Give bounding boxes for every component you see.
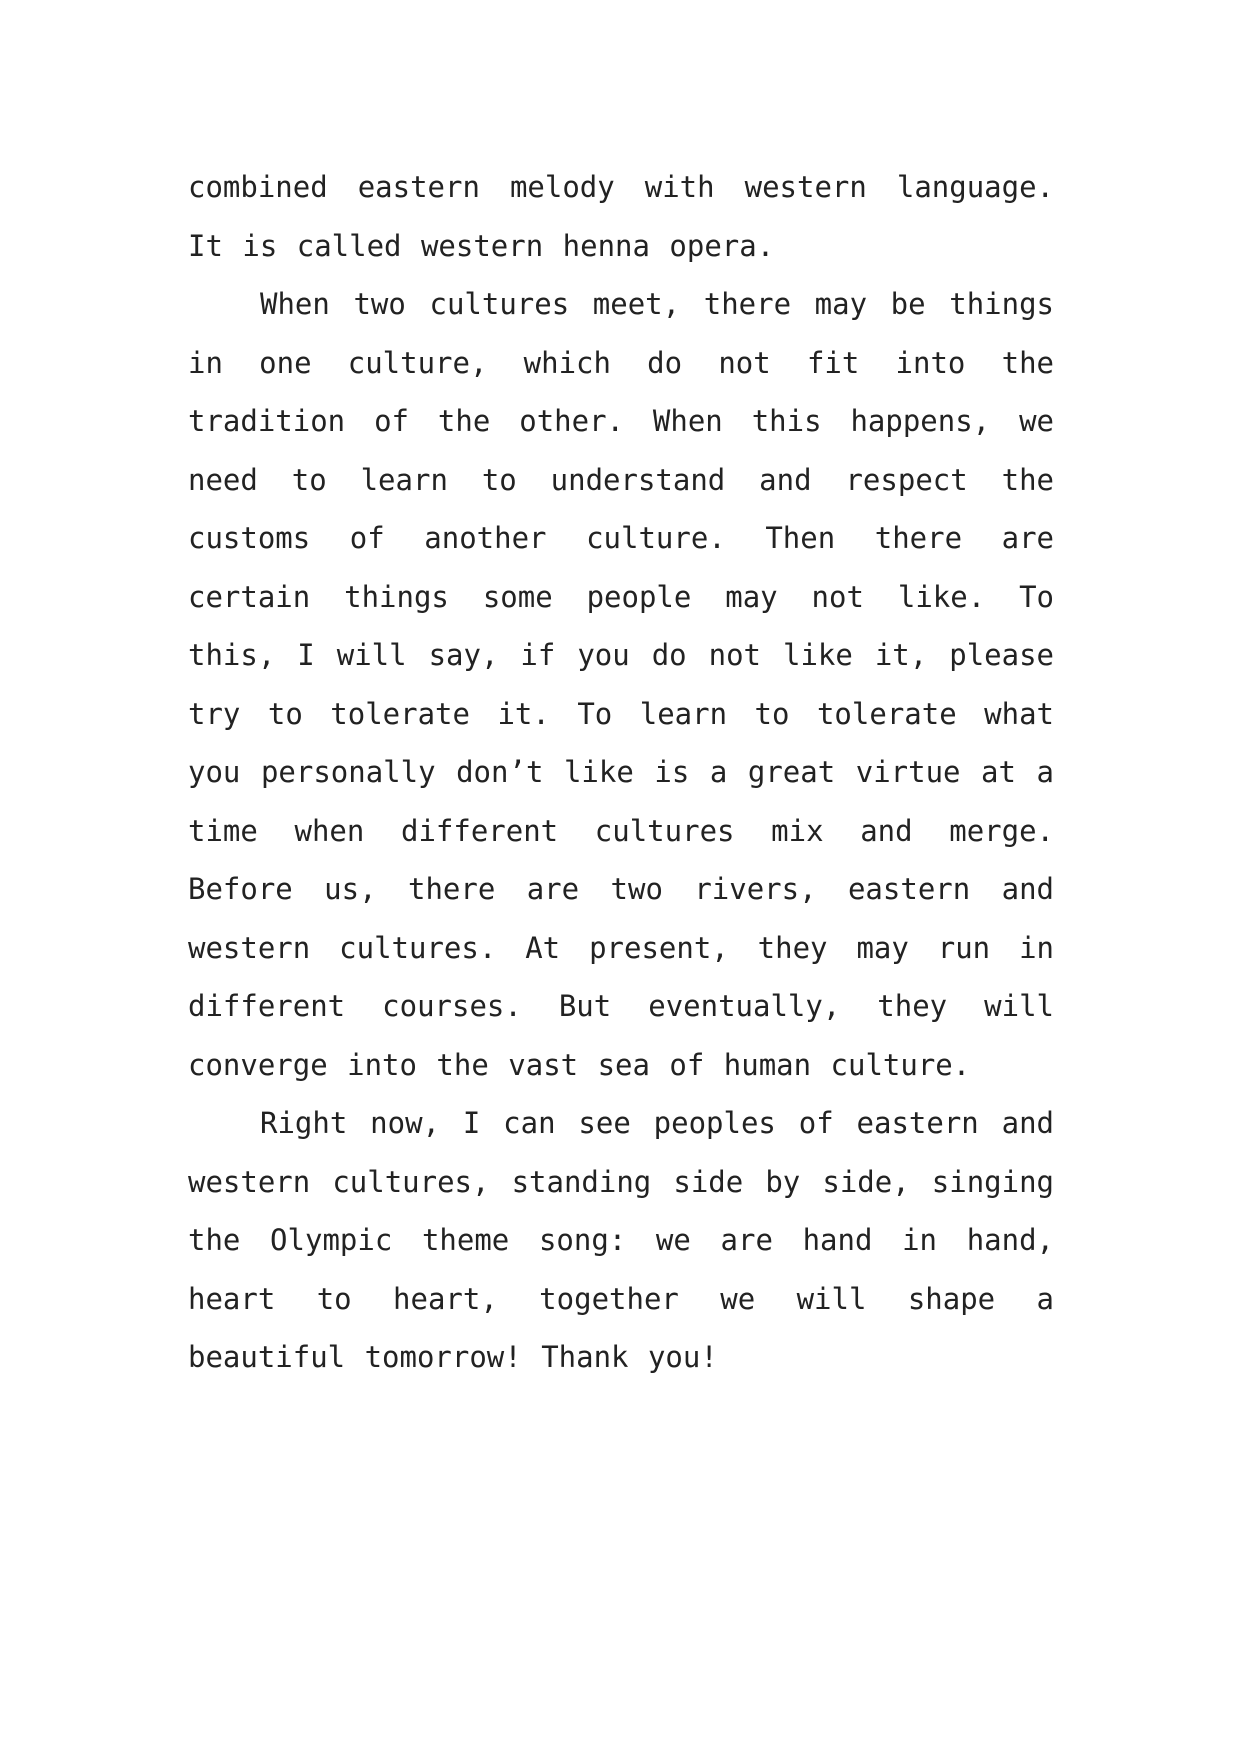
- paragraph-1: combined eastern melody with western language. It is called western henna opera.: [188, 170, 1054, 263]
- paragraph-3: Right now, I can see peoples of eastern and western cultures, standing side by side, singing the Olympic theme song: we are hand in hand, heart to heart, together we will shape a beautiful tomorrow! Thank you!: [188, 1106, 1054, 1374]
- document-body: [188, 158, 1054, 1387]
- paragraph-2: When two cultures meet, there may be things in one culture, which do not fit into the tradition of the other. When this happens, we need to learn to understand and respect the customs of another culture. Then there are certain things some people may not like. To this, I will say, if you do not like it, please try to tolerate it. To learn to tolerate what you personally don’t like is a great virtue at a time when different cultures mix and merge. Before us, there are two rivers, eastern and western cultures. At present, they may run in different courses. But eventually, they will converge into the vast sea of human culture.: [188, 287, 1054, 1082]
